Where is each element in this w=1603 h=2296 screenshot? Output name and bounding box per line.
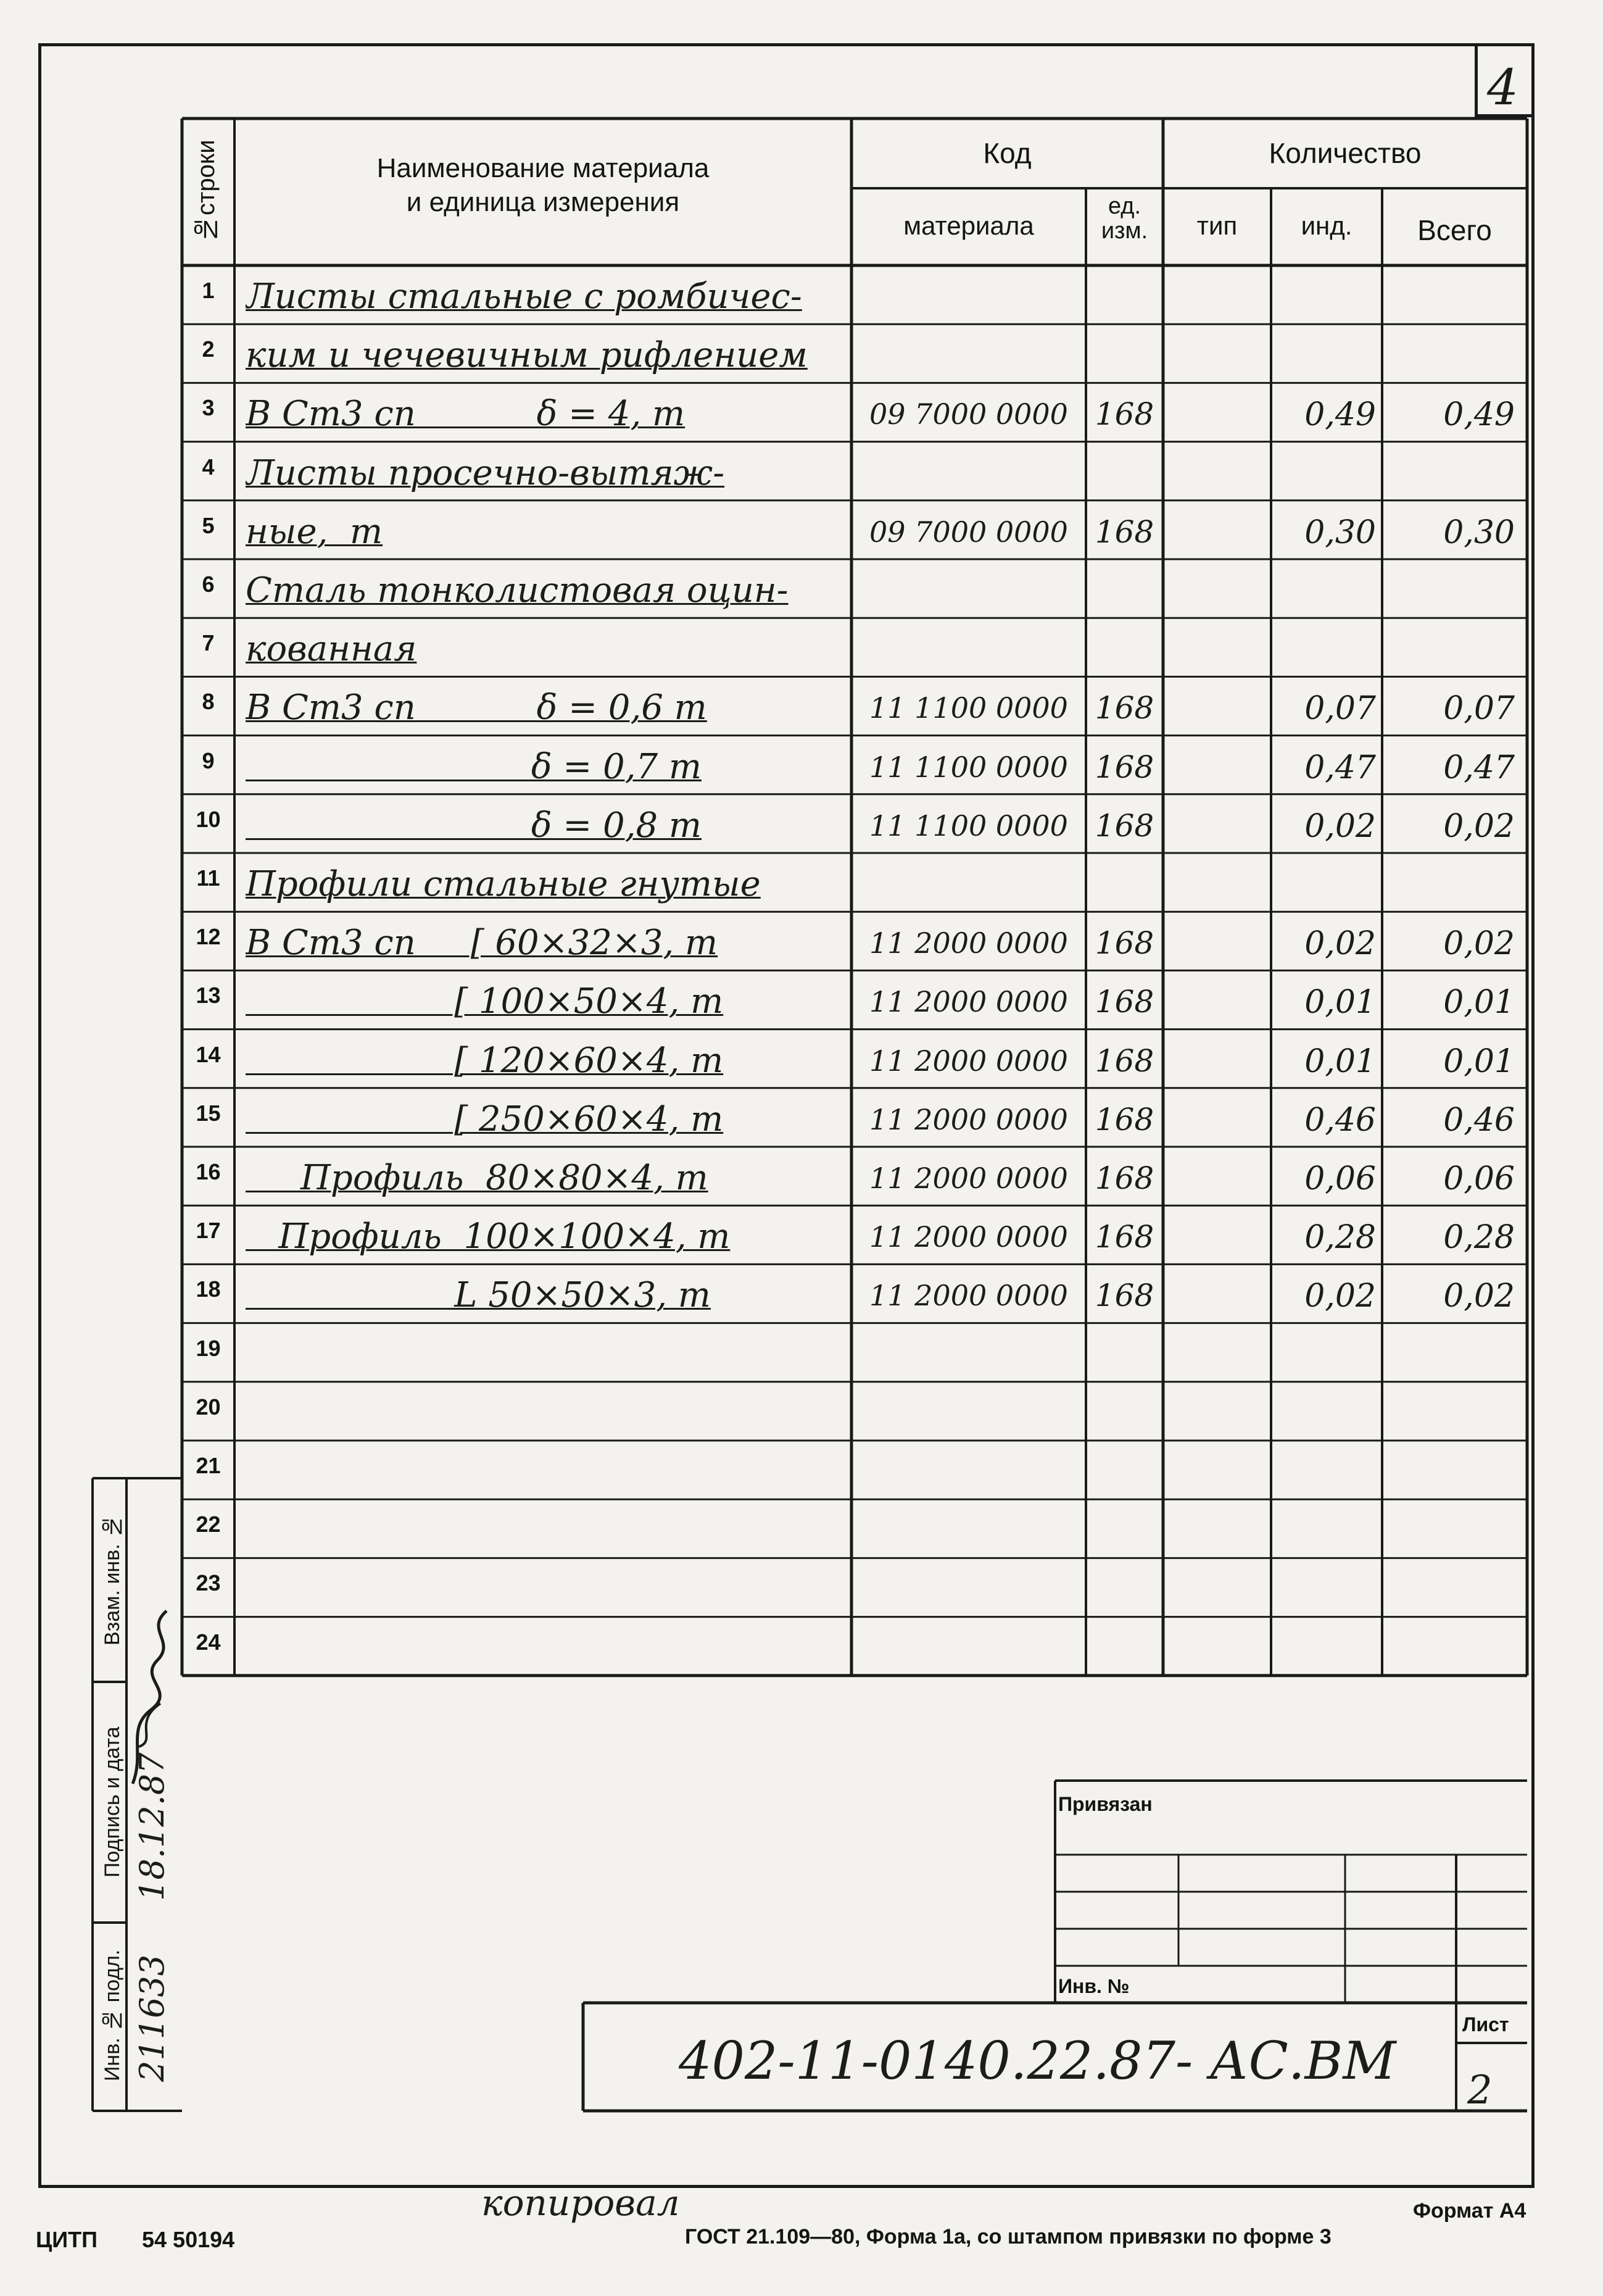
unit-code: 168 xyxy=(1095,1219,1154,1255)
qty-total: 0,49 xyxy=(1443,396,1515,434)
row-number: 7 xyxy=(202,630,215,656)
unit-code: 168 xyxy=(1095,807,1154,844)
row-number: 4 xyxy=(202,454,215,480)
qty-ind: 0,30 xyxy=(1304,514,1376,551)
row-number: 15 xyxy=(196,1100,221,1126)
row-number: 19 xyxy=(196,1335,221,1361)
side-label-inv-orig: Инв. № подл. xyxy=(101,1949,124,2081)
row-number: 24 xyxy=(196,1629,221,1655)
unit-code: 168 xyxy=(1095,1278,1154,1314)
material-name: [ 120×60×4, т xyxy=(246,1040,724,1081)
qty-total: 0,01 xyxy=(1443,1042,1515,1080)
row-number: 22 xyxy=(196,1512,221,1537)
qty-ind: 0,01 xyxy=(1304,1042,1376,1080)
header-qty-type: тип xyxy=(1196,211,1238,240)
row-number: 18 xyxy=(196,1276,221,1302)
corner-sheet-number: 4 xyxy=(1487,59,1518,116)
row-number: 2 xyxy=(202,336,215,362)
qty-ind: 0,01 xyxy=(1304,984,1376,1021)
material-code: 11 1100 0000 xyxy=(869,809,1068,842)
row-number: 14 xyxy=(196,1041,221,1067)
header-code-unit: ед. изм. xyxy=(1101,193,1148,244)
qty-total: 0,30 xyxy=(1443,514,1515,551)
row-number: 11 xyxy=(196,865,220,891)
row-number: 20 xyxy=(196,1394,221,1420)
side-label-replace-inv: Взам. инв. № xyxy=(101,1514,124,1646)
unit-code: 168 xyxy=(1095,749,1154,785)
material-code: 09 7000 0000 xyxy=(869,515,1068,549)
unit-code: 168 xyxy=(1095,925,1154,962)
qty-ind: 0,28 xyxy=(1304,1219,1376,1257)
header-code-material: материала xyxy=(903,211,1034,240)
row-number: 5 xyxy=(202,512,215,538)
qty-total: 0,02 xyxy=(1443,807,1515,845)
header-qty-total: Всего xyxy=(1417,214,1492,246)
unit-code: 168 xyxy=(1095,1101,1154,1138)
header-material-name: Наименование материала и единица измерения xyxy=(376,153,710,217)
unit-code: 168 xyxy=(1095,396,1154,433)
row-number: 10 xyxy=(196,806,221,832)
qty-ind: 0,02 xyxy=(1304,1278,1376,1315)
material-name: Профиль 100×100×4, т xyxy=(246,1217,731,1257)
qty-total: 0,47 xyxy=(1443,749,1515,786)
material-name: δ = 0,8 т xyxy=(246,805,702,846)
row-number: 23 xyxy=(196,1570,221,1596)
footer-copied: копировал xyxy=(481,2182,680,2224)
qty-total: 0,28 xyxy=(1443,1219,1515,1257)
unit-code: 168 xyxy=(1095,690,1154,726)
material-code: 11 2000 0000 xyxy=(869,926,1068,960)
header-code: Код xyxy=(983,137,1032,169)
side-value-date: 18.12.87 xyxy=(133,1752,172,1902)
qty-ind: 0,02 xyxy=(1304,925,1376,963)
stamp-sheet-label: Лист xyxy=(1462,2013,1509,2036)
header-qty-ind: инд. xyxy=(1301,211,1352,240)
material-name: Листы просечно-вытяж- xyxy=(246,452,725,493)
side-label-sign-date: Подпись и дата xyxy=(101,1726,124,1878)
qty-ind: 0,07 xyxy=(1304,690,1376,728)
footer-format: Формат А4 xyxy=(1413,2199,1526,2223)
material-code: 11 2000 0000 xyxy=(869,1220,1068,1254)
material-name: L 50×50×3, т xyxy=(246,1275,711,1316)
material-name: ким и чечевичным рифлением xyxy=(246,335,808,376)
unit-code: 168 xyxy=(1095,1042,1154,1079)
material-code: 11 2000 0000 xyxy=(869,1279,1068,1313)
material-name: Профили стальные гнутые xyxy=(246,864,761,904)
material-code: 11 1100 0000 xyxy=(869,750,1068,784)
material-name: В Ст3 сп δ = 4, т xyxy=(246,394,686,435)
row-number: 17 xyxy=(196,1218,221,1244)
material-code: 11 2000 0000 xyxy=(869,1102,1068,1136)
row-number: 21 xyxy=(196,1453,221,1478)
side-value-inv: 211633 xyxy=(133,1954,172,2082)
material-code: 11 1100 0000 xyxy=(869,691,1068,725)
material-code: 09 7000 0000 xyxy=(869,397,1068,431)
stamp-attached-label: Привязан xyxy=(1058,1793,1153,1815)
material-name: [ 250×60×4, т xyxy=(246,1099,724,1139)
material-name: В Ст3 сп [ 60×32×3, т xyxy=(246,923,718,963)
material-name: кованная xyxy=(246,629,417,670)
header-row-number: №строки xyxy=(193,139,220,243)
qty-total: 0,46 xyxy=(1443,1101,1515,1139)
row-number: 6 xyxy=(202,572,215,597)
material-code: 11 2000 0000 xyxy=(869,1162,1068,1195)
row-number: 13 xyxy=(196,983,221,1009)
row-number: 16 xyxy=(196,1159,221,1184)
footer-order-no: 54 50194 xyxy=(142,2227,235,2252)
row-number: 8 xyxy=(202,689,215,715)
row-number: 1 xyxy=(202,278,215,303)
material-name: Профиль 80×80×4, т xyxy=(246,1158,708,1198)
signature xyxy=(120,1605,176,1790)
material-name: Сталь тонколистовая оцин- xyxy=(246,570,789,610)
qty-total: 0,02 xyxy=(1443,1278,1515,1315)
qty-total: 0,06 xyxy=(1443,1160,1515,1197)
stamp-inv-label: Инв. № xyxy=(1058,1975,1130,1997)
unit-code: 168 xyxy=(1095,514,1154,550)
footer-org: ЦИТП xyxy=(36,2227,98,2252)
row-number: 3 xyxy=(202,395,215,421)
stamp-sheet-value: 2 xyxy=(1467,2068,1493,2113)
material-name: ные, т xyxy=(246,511,383,552)
unit-code: 168 xyxy=(1095,984,1154,1020)
qty-ind: 0,46 xyxy=(1304,1101,1376,1139)
qty-total: 0,02 xyxy=(1443,925,1515,963)
material-name: [ 100×50×4, т xyxy=(246,981,724,1022)
qty-ind: 0,49 xyxy=(1304,396,1376,434)
qty-total: 0,07 xyxy=(1443,690,1515,728)
document-code: 402-11-0140.22.87- АС.ВМ xyxy=(679,2031,1396,2091)
row-number: 12 xyxy=(196,924,221,950)
footer-gost: ГОСТ 21.109—80, Форма 1а, со штампом привязки по форме 3 xyxy=(685,2225,1332,2248)
qty-ind: 0,02 xyxy=(1304,807,1376,845)
material-name: δ = 0,7 т xyxy=(246,746,702,787)
material-name: Листы стальные с ромбичес- xyxy=(246,277,802,317)
material-code: 11 2000 0000 xyxy=(869,985,1068,1019)
qty-ind: 0,06 xyxy=(1304,1160,1376,1197)
header-quantity: Количество xyxy=(1269,137,1422,169)
material-code: 11 2000 0000 xyxy=(869,1044,1068,1078)
unit-code: 168 xyxy=(1095,1160,1154,1196)
row-number: 9 xyxy=(202,747,215,773)
qty-total: 0,01 xyxy=(1443,984,1515,1021)
material-name: В Ст3 сп δ = 0,6 т xyxy=(246,688,707,728)
qty-ind: 0,47 xyxy=(1304,749,1376,786)
